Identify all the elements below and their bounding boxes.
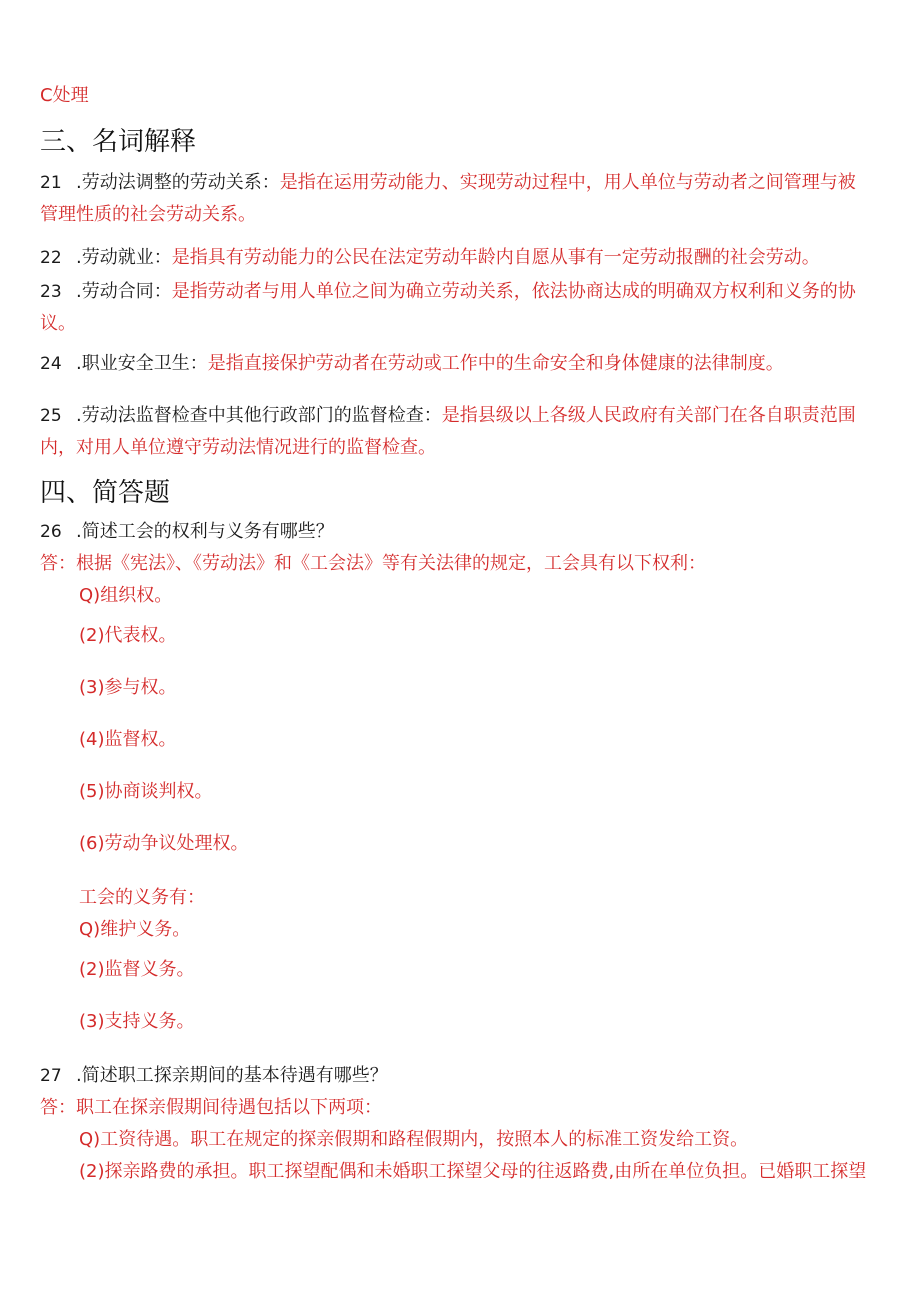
duty-item: Q)维护义务。	[79, 919, 191, 940]
top-answer: C处理	[40, 85, 89, 106]
term-label: .劳动法监督检查中其他行政部门的监督检查：	[76, 405, 442, 426]
term-definition: 是指在运用劳动能力、实现劳动过程中，用人单位与劳动者之间管理与被	[279, 172, 856, 193]
term-23-line2: 议。	[40, 313, 76, 334]
answer-26-intro: 答：根据《宪法》、《劳动法》和《工会法》等有关法律的规定，工会具有以下权利：	[40, 553, 706, 574]
right-item: (4)监督权。	[79, 729, 177, 750]
answer-27-item: (2)探亲路费的承担。职工探望配偶和未婚职工探望父母的往返路费,由所在单位负担。已婚职工探望	[79, 1161, 867, 1182]
term-definition: 是指直接保护劳动者在劳动或工作中的生命安全和身体健康的法律制度。	[207, 353, 784, 374]
term-24-line1	[40, 352, 784, 376]
right-item: (5)协商谈判权。	[79, 781, 213, 802]
term-23-line1	[40, 280, 856, 304]
item-number: 21	[40, 173, 62, 193]
right-item: (6)劳动争议处理权。	[79, 833, 249, 854]
right-item: Q)组织权。	[79, 585, 173, 606]
term-label: .劳动合同：	[76, 281, 172, 302]
term-definition: 是指县级以上各级人民政府有关部门在各自职责范围	[441, 405, 856, 426]
term-21-line1	[40, 171, 856, 195]
item-number: 24	[40, 354, 62, 374]
right-item: (3)参与权。	[79, 677, 177, 698]
section-3-heading: 三、名词解释	[40, 127, 197, 157]
item-number: 23	[40, 282, 62, 302]
term-label: .劳动就业：	[76, 247, 172, 268]
item-number: 27	[40, 1066, 62, 1086]
term-22-line1	[40, 246, 820, 270]
question-text: .简述职工探亲期间的基本待遇有哪些？	[76, 1065, 388, 1086]
term-definition: 是指劳动者与用人单位之间为确立劳动关系，依法协商达成的明确双方权利和义务的协	[171, 281, 856, 302]
item-number: 26	[40, 522, 62, 542]
question-27	[40, 1064, 388, 1088]
duty-item: (2)监督义务。	[79, 959, 195, 980]
answer-27-item: Q)工资待遇。职工在规定的探亲假期和路程假期内，按照本人的标准工资发给工资。	[79, 1129, 749, 1150]
term-definition: 是指具有劳动能力的公民在法定劳动年龄内自愿从事有一定劳动报酬的社会劳动。	[171, 247, 820, 268]
item-number: 22	[40, 248, 62, 268]
item-number: 25	[40, 406, 62, 426]
question-text: .简述工会的权利与义务有哪些？	[76, 521, 334, 542]
answer-27-intro: 答：职工在探亲假期间待遇包括以下两项：	[40, 1097, 382, 1118]
section-4-heading: 四、简答题	[40, 478, 171, 508]
term-label: .职业安全卫生：	[76, 353, 208, 374]
duties-label: 工会的义务有：	[79, 887, 205, 908]
question-26	[40, 520, 334, 544]
term-label: .劳动法调整的劳动关系：	[76, 172, 280, 193]
term-25-line1	[40, 404, 856, 428]
right-item: (2)代表权。	[79, 625, 177, 646]
term-21-line2: 管理性质的社会劳动关系。	[40, 204, 256, 225]
term-25-line2: 内，对用人单位遵守劳动法情况进行的监督检查。	[40, 437, 436, 458]
duty-item: (3)支持义务。	[79, 1011, 195, 1032]
